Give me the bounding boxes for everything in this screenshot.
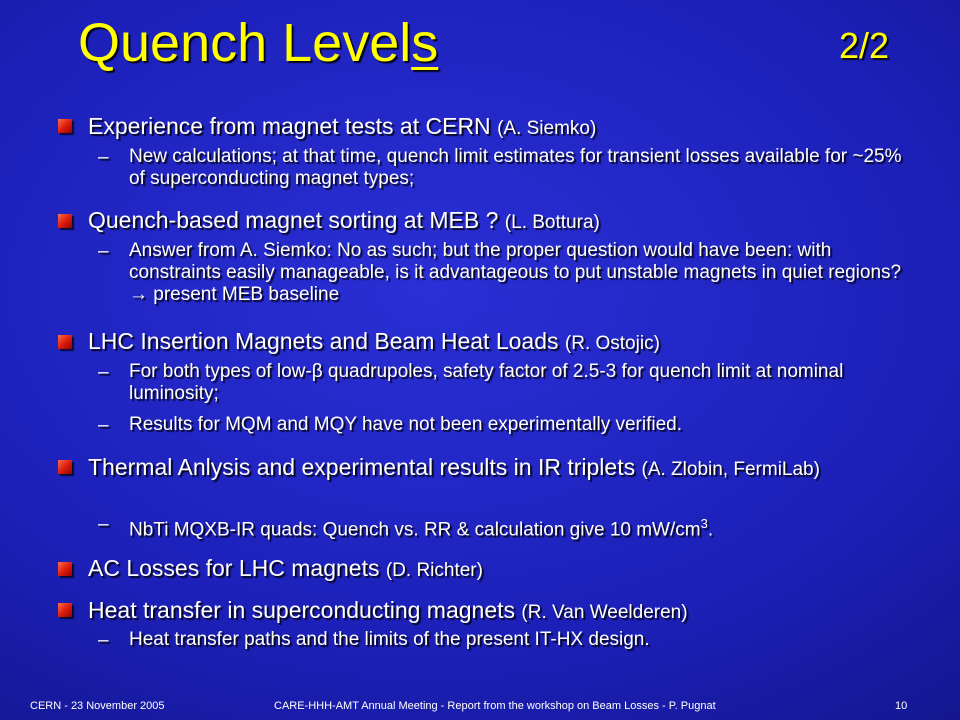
bullet-text: AC Losses for LHC magnets — [88, 555, 380, 581]
dash-marker: – — [98, 147, 109, 168]
bullet-icon — [58, 119, 72, 133]
dash-marker: – — [98, 514, 109, 535]
bullet-item — [88, 454, 928, 483]
bullet-icon — [58, 335, 72, 349]
bullet-item — [88, 555, 928, 584]
bullet-attribution: (A. Zlobin, FermiLab) — [641, 459, 820, 480]
bullet-attribution: (L. Bottura) — [504, 212, 600, 233]
sub-bullet-text: New calculations; at that time, quench limit estimates for transient losses available for ~25% of superconducting magnet types; — [129, 146, 902, 189]
bullet-item — [88, 328, 928, 357]
footer-center: CARE-HHH-AMT Annual Meeting - Report from the workshop on Beam Losses - P. Pugnat — [274, 700, 716, 712]
bullet-text: LHC Insertion Magnets and Beam Heat Loads — [88, 328, 559, 354]
bullet-attribution: (A. Siemko) — [497, 118, 597, 139]
bullet-text: Thermal Anlysis and experimental results in IR triplets — [88, 454, 636, 480]
bullet-icon — [58, 460, 72, 474]
title-page-indicator: 2/2 — [838, 25, 889, 66]
dash-marker: – — [98, 362, 109, 383]
footer-date: CERN - 23 November 2005 — [30, 700, 165, 712]
bullet-item — [88, 207, 928, 236]
dash-marker: – — [98, 415, 109, 436]
sub-bullet-text-part: NbTi MQXB-IR quads: Quench vs. RR & calculation give 10 mW/cm — [129, 519, 701, 541]
sub-bullet-text: Answer from A. Siemko: No as such; but the proper question would have been: with constraints easily manageable, is it advantageous to put unstable magnets in quiet regions? → present MEB baseline — [129, 240, 902, 305]
bullet-text: Heat transfer in superconducting magnets — [88, 597, 516, 623]
sub-bullet-text: Results for MQM and MQY have not been experimentally verified. — [129, 414, 683, 435]
bullet-attribution: (R. Van Weelderen) — [521, 602, 688, 623]
bullet-text: Quench-based magnet sorting at MEB ? — [88, 207, 499, 233]
sub-bullet-text: For both types of low-β quadrupoles, safety factor of 2.5-3 for quench limit at nominal luminosity; — [129, 361, 844, 404]
sub-bullet-text — [129, 513, 919, 541]
bullet-icon — [58, 214, 72, 228]
footer-page-number: 10 — [895, 700, 908, 712]
title-text — [78, 10, 438, 76]
title-main: Quench Level — [78, 13, 412, 73]
bullet-item — [88, 597, 928, 626]
bullet-attribution: (R. Ostojic) — [564, 333, 660, 354]
bullet-text: Experience from magnet tests at CERN — [88, 113, 491, 139]
title-underlined-letter: s — [411, 13, 439, 73]
bullet-icon — [58, 562, 72, 576]
bullet-icon — [58, 603, 72, 617]
sub-bullet-text-end: . — [707, 519, 714, 541]
dash-marker: – — [98, 630, 109, 651]
slide-title — [78, 10, 893, 76]
dash-marker: – — [98, 241, 109, 262]
bullet-item — [88, 113, 928, 142]
superscript: 3 — [700, 516, 708, 531]
bullet-attribution: (D. Richter) — [385, 560, 483, 581]
sub-bullet-text: Heat transfer paths and the limits of the present IT-HX design. — [129, 629, 650, 650]
